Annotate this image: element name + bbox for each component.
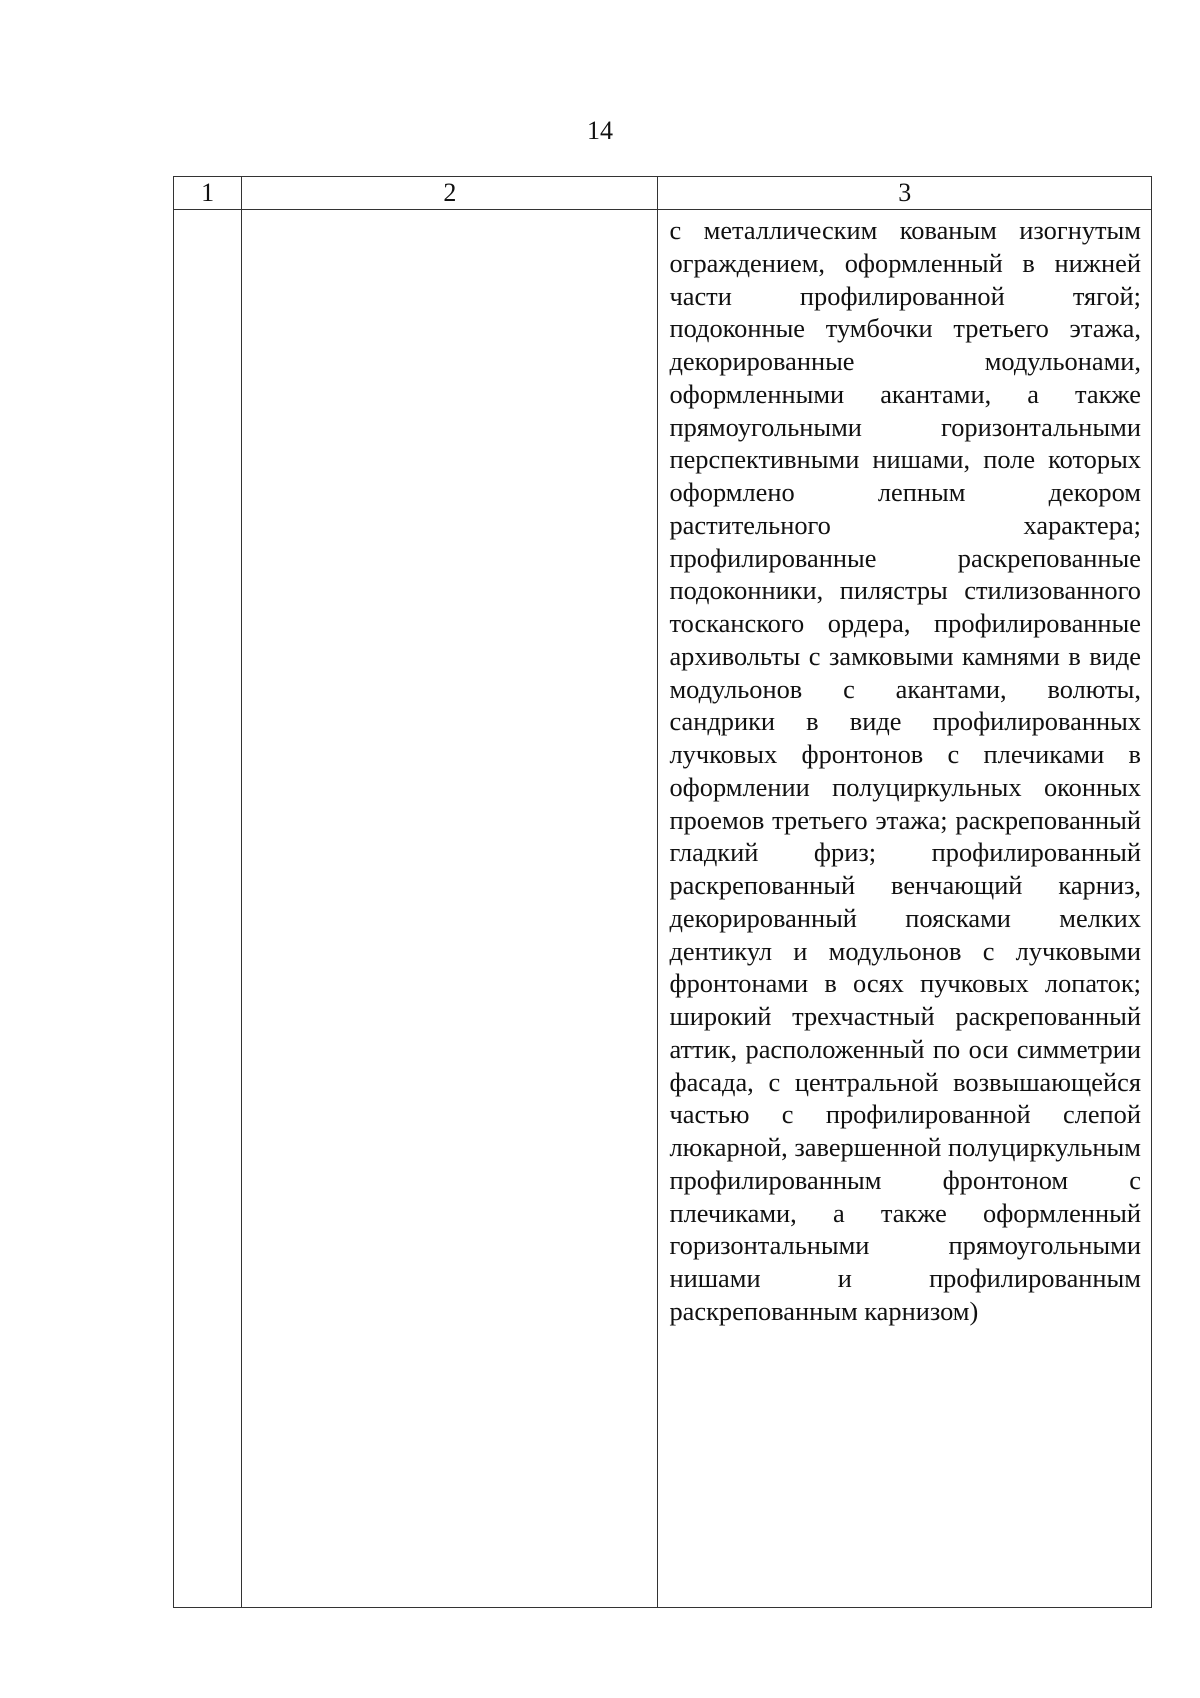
table-cell-col3 <box>658 210 1152 1608</box>
cell-text-col1 <box>174 210 241 214</box>
heritage-description-table <box>173 176 1152 1608</box>
table-row <box>174 210 1152 1608</box>
page-number: 14 <box>587 116 613 145</box>
cell-text-col2 <box>242 210 657 214</box>
table-cell-col2 <box>242 210 658 1608</box>
table-cell-col1 <box>174 210 242 1608</box>
column-header-3: 3 <box>658 177 1152 210</box>
table-header-row <box>174 177 1152 210</box>
column-header-1: 1 <box>174 177 242 210</box>
column-header-2: 2 <box>242 177 658 210</box>
description-text: с металлическим кованым изогнутым ограждением, оформленный в нижней части профилированной тягой; подоконные тумбочки третьего этажа, декорированные модульонами, оформленными акантами, а также прямоугольными горизонтальными перспективными нишами, поле которых оформлено лепным декором растительного характера; профилированные раскрепованные подоконники, пилястры стилизованного тосканского ордера, профилированные архивольты с замковыми камнями в виде модульонов с акантами, волюты, сандрики в виде профилированных лучковых фронтонов с плечиками в оформлении полуциркульных оконных проемов третьего этажа; раскрепованный гладкий фриз; профилированный раскрепованный венчающий карниз, декорированный поясками мелких дентикул и модульонов с лучковыми фронтонами в осях пучковых лопаток; широкий трехчастный раскрепованный аттик, расположенный по оси симметрии фасада, с центральной возвышающейся частью с профилированной слепой люкарной, завершенной полуциркульным профилированным фронтоном с плечиками, а также оформленный горизонтальными прямоугольными нишами и профилированным раскрепованным карнизом) <box>669 215 1141 1326</box>
